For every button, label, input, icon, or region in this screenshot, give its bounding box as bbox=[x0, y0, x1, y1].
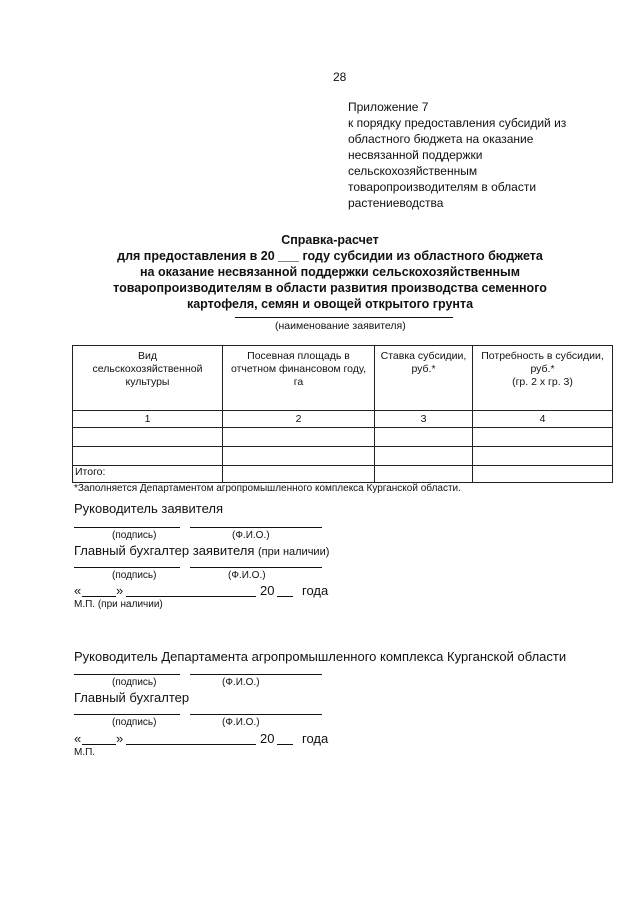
applicant-name-caption: (наименование заявителя) bbox=[275, 320, 406, 332]
fio-caption: (Ф.И.О.) bbox=[232, 530, 270, 541]
department-head-label: Руководитель Департамента агропромышленного комплекса Курганской области bbox=[74, 649, 567, 664]
applicant-accountant-label: Главный бухгалтер заявителя (при наличии) bbox=[74, 543, 330, 558]
header-sown-area: Посевная площадь в отчетном финансовом году, га bbox=[223, 346, 375, 411]
signature-line bbox=[74, 674, 180, 675]
applicant-date-close-quote: » bbox=[116, 583, 124, 598]
heading-line: картофеля, семян и овощей открытого грунта bbox=[186, 297, 474, 311]
fio-line bbox=[190, 567, 322, 568]
department-date-suffix: года bbox=[302, 731, 329, 746]
column-number: 1 bbox=[73, 411, 223, 428]
calculation-table bbox=[72, 345, 613, 483]
date-day-line bbox=[82, 744, 116, 745]
applicant-name-line bbox=[235, 317, 453, 318]
fio-caption: (Ф.И.О.) bbox=[222, 717, 260, 728]
column-number: 3 bbox=[375, 411, 473, 428]
applicant-date-year: 20 bbox=[260, 583, 275, 598]
appendix-line: товаропроизводителям в области bbox=[348, 180, 537, 194]
appendix-line: к порядку предоставления субсидий из bbox=[348, 116, 567, 130]
header-subsidy-rate: Ставка субсидии, руб.* bbox=[375, 346, 473, 411]
heading-line: товаропроизводителям в области развития производства семенного bbox=[113, 281, 547, 295]
column-number: 4 bbox=[473, 411, 613, 428]
header-subsidy-need: Потребность в субсидии, руб.* (гр. 2 х гр. 3) bbox=[473, 346, 613, 411]
fio-line bbox=[190, 674, 322, 675]
applicant-date-suffix: года bbox=[302, 583, 329, 598]
department-accountant-label: Главный бухгалтер bbox=[74, 690, 190, 705]
signature-line bbox=[74, 527, 180, 528]
total-label: Итого: bbox=[73, 466, 223, 483]
fio-line bbox=[190, 714, 322, 715]
header-crop-type: Вид сельскохозяйственной культуры bbox=[73, 346, 223, 411]
appendix-block bbox=[348, 99, 618, 211]
signature-line bbox=[74, 714, 180, 715]
appendix-line: несвязанной поддержки bbox=[348, 148, 483, 162]
appendix-line: областного бюджета на оказание bbox=[348, 132, 534, 146]
date-year-line bbox=[277, 744, 293, 745]
date-month-line bbox=[126, 744, 256, 745]
heading-line: для предоставления в 20 ___ году субсидии из областного бюджета bbox=[117, 249, 543, 263]
table-header-row bbox=[73, 346, 613, 411]
fio-caption: (Ф.И.О.) bbox=[228, 570, 266, 581]
appendix-line: растениеводства bbox=[348, 196, 444, 210]
signature-caption: (подпись) bbox=[112, 530, 157, 541]
document-heading bbox=[60, 232, 600, 312]
applicant-head-label: Руководитель заявителя bbox=[74, 501, 223, 516]
heading-line: на оказание несвязанной поддержки сельскохозяйственным bbox=[140, 265, 520, 279]
page-number: 28 bbox=[333, 70, 347, 84]
table-total-row bbox=[73, 466, 613, 483]
signature-line bbox=[74, 567, 180, 568]
appendix-title: Приложение 7 bbox=[348, 100, 429, 114]
fio-caption: (Ф.И.О.) bbox=[222, 677, 260, 688]
table-column-numbers-row bbox=[73, 411, 613, 428]
applicant-stamp-label: М.П. (при наличии) bbox=[74, 599, 163, 610]
signature-caption: (подпись) bbox=[112, 717, 157, 728]
date-year-line bbox=[277, 596, 293, 597]
fio-line bbox=[190, 527, 322, 528]
document-title: Справка-расчет bbox=[281, 233, 379, 247]
date-day-line bbox=[82, 596, 116, 597]
table-row bbox=[73, 447, 613, 466]
footnote: *Заполняется Департаментом агропромышленного комплекса Курганской области. bbox=[74, 483, 461, 494]
department-stamp-label: М.П. bbox=[74, 747, 96, 758]
applicant-date-open-quote: « bbox=[74, 583, 82, 598]
department-date-close-quote: » bbox=[116, 731, 124, 746]
department-date-year: 20 bbox=[260, 731, 275, 746]
appendix-line: сельскохозяйственным bbox=[348, 164, 478, 178]
column-number: 2 bbox=[223, 411, 375, 428]
department-date-open-quote: « bbox=[74, 731, 82, 746]
signature-caption: (подпись) bbox=[112, 677, 157, 688]
signature-caption: (подпись) bbox=[112, 570, 157, 581]
table-row bbox=[73, 428, 613, 447]
date-month-line bbox=[126, 596, 256, 597]
